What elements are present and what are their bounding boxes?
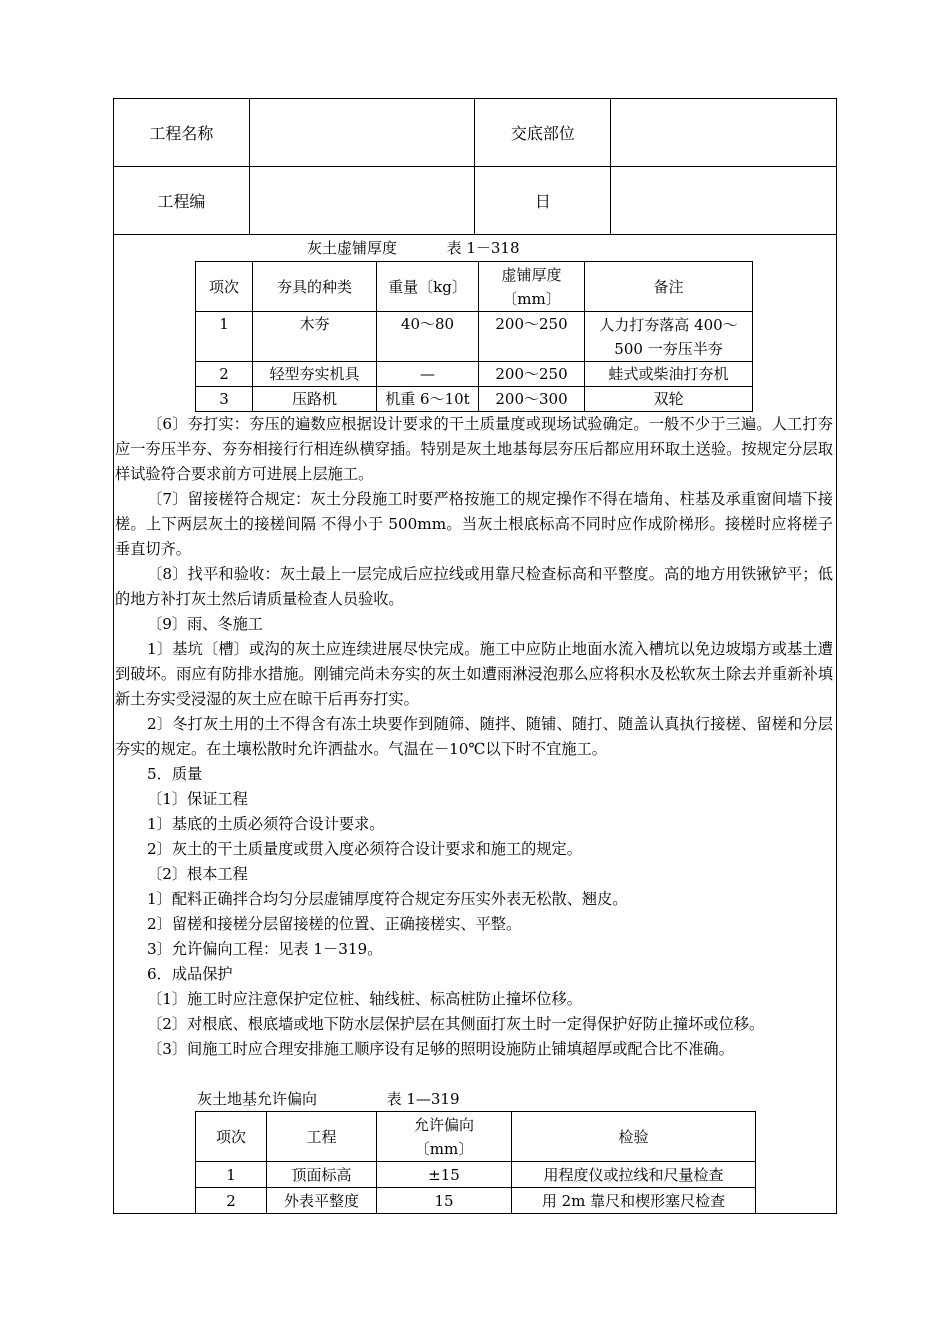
table1-cell: 3 — [196, 387, 253, 412]
table1-cell: 40～80 — [377, 312, 479, 362]
table2-number: 表 1—319 — [386, 1090, 460, 1108]
project-name-value — [249, 99, 475, 167]
table1-cell: 蛙式或柴油打夯机 — [585, 362, 753, 387]
paragraph: 〔2〕对根底、根底墙或地下防水层保护层在其侧面打灰土时一定得保护好防止撞坏或位移。 — [147, 1015, 765, 1033]
paragraph: 〔7〕留接槎符合规定：灰土分段施工时要严格按施工的规定操作不得在墙角、柱基及承重窗间墙下接槎。上下两层灰土的接槎间隔 不得小于 500mm。当灰土根底标高不同时应作成阶梯形。接槎时应将槎子垂直切齐。 — [115, 490, 833, 558]
table1-cell: 200～300 — [479, 387, 585, 412]
table1-header-cell: 备注 — [585, 262, 753, 312]
paragraph: 〔9〕雨、冬施工 — [147, 615, 263, 633]
project-no-value — [249, 167, 475, 235]
table1-cell: — — [377, 362, 479, 387]
table1-cell: 木夯 — [253, 312, 377, 362]
paragraph: 1〕基底的土质必须符合设计要求。 — [147, 815, 385, 833]
table2-cell: 用程度仪或拉线和尺量检查 — [512, 1162, 756, 1188]
table2-cell: 顶面标高 — [267, 1162, 377, 1188]
project-name-label: 工程名称 — [114, 99, 250, 167]
project-no-label: 工程编 — [114, 167, 250, 235]
paragraph: 1〕配料正确拌合均匀分层虚铺厚度符合规定夯压实外表无松散、翘皮。 — [147, 890, 628, 908]
date-value — [611, 167, 837, 235]
table1-header-cell: 重量〔kg〕 — [377, 262, 479, 312]
table2 — [195, 1111, 756, 1214]
paragraph: 〔1〕施工时应注意保护定位桩、轴线桩、标高桩防止撞坏位移。 — [147, 990, 582, 1008]
table1-cell: 机重 6～10t — [377, 387, 479, 412]
paragraph: 〔6〕夯打实：夯压的遍数应根据设计要求的干土质量度或现场试验确定。一般不少于三遍。人工打夯应一夯压半夯、夯夯相接行行相连纵横穿插。特别是灰土地基每层夯压后都应用环取土送验。按规定分层取样试验符合要求前方可进展上层施工。 — [115, 415, 833, 483]
table2-header-cell: 允许偏向〔mm〕 — [377, 1112, 512, 1162]
table1-caption: 灰土虚铺厚度 — [307, 239, 398, 257]
table2-cell: ±15 — [377, 1162, 512, 1188]
paragraph: 〔3〕间施工时应合理安排施工顺序设有足够的照明设施防止铺填超厚或配合比不准确。 — [147, 1040, 734, 1058]
paragraph: 1〕基坑〔槽〕或沟的灰土应连续进展尽快完成。施工中应防止地面水流入槽坑以免边坡塌方或基土遭到破坏。雨应有防排水措施。刚铺完尚未夯实的灰土如遭雨淋浸泡那么应将积水及松软灰土除去并重新补填新土夯实受浸湿的灰土应在晾干后再夯打实。 — [115, 640, 833, 708]
table1-cell: 轻型夯实机具 — [253, 362, 377, 387]
paragraph: 〔8〕找平和验收：灰土最上一层完成后应拉线或用靠尺检查标高和平整度。高的地方用铁锹铲平；低的地方补打灰土然后请质量检查人员验收。 — [115, 565, 833, 608]
paragraph: 5．质量 — [147, 765, 203, 783]
table-row — [196, 312, 753, 362]
table2-cell: 1 — [196, 1162, 267, 1188]
handover-part-value — [611, 99, 837, 167]
table-row — [196, 1188, 756, 1214]
table2-header-cell: 项次 — [196, 1112, 267, 1162]
table1-number: 表 1－318 — [446, 239, 520, 257]
table1-header-cell: 虚铺厚度〔mm〕 — [479, 262, 585, 312]
table1-cell: 人力打夯落高 400～500 一夯压半夯 — [585, 312, 753, 362]
table2-header-cell: 工程 — [267, 1112, 377, 1162]
table-row — [196, 362, 753, 387]
table1-cell: 压路机 — [253, 387, 377, 412]
handover-part-label: 交底部位 — [475, 99, 611, 167]
table1-cell: 200～250 — [479, 312, 585, 362]
body-text — [115, 412, 833, 1062]
table1-cell: 2 — [196, 362, 253, 387]
header-table — [113, 98, 837, 235]
table1-cell: 双轮 — [585, 387, 753, 412]
paragraph: 6．成品保护 — [147, 965, 233, 983]
paragraph: 3〕允许偏向工程：见表 1－319。 — [147, 940, 383, 958]
table2-caption-line — [197, 1088, 460, 1109]
paragraph: 2〕冬打灰土用的土不得含有冻土块要作到随筛、随拌、随铺、随打、随盖认真执行接槎、留槎和分层夯实的规定。在土壤松散时允许洒盐水。气温在－10℃以下时不宜施工。 — [115, 715, 833, 758]
table-row — [196, 387, 753, 412]
paragraph: 〔1〕保证工程 — [147, 790, 248, 808]
table2-cell: 2 — [196, 1188, 267, 1214]
table2-caption: 灰土地基允许偏向 — [197, 1090, 318, 1108]
paragraph: 2〕留槎和接槎分层留接槎的位置、正确接槎实、平整。 — [147, 915, 522, 933]
table1-header-cell: 项次 — [196, 262, 253, 312]
table1-cell: 1 — [196, 312, 253, 362]
table1-cell: 200～250 — [479, 362, 585, 387]
table2-cell: 用 2m 靠尺和楔形塞尺检查 — [512, 1188, 756, 1214]
table1-header-cell: 夯具的种类 — [253, 262, 377, 312]
paragraph: 2〕灰土的干土质量度或贯入度必须符合设计要求和施工的规定。 — [147, 840, 582, 858]
table-row — [196, 1162, 756, 1188]
table1 — [195, 261, 753, 412]
table2-cell: 外表平整度 — [267, 1188, 377, 1214]
date-label: 日 — [475, 167, 611, 235]
paragraph: 〔2〕根本工程 — [147, 865, 248, 883]
table2-header-cell: 检验 — [512, 1112, 756, 1162]
table2-cell: 15 — [377, 1188, 512, 1214]
table1-caption-line — [307, 237, 520, 258]
